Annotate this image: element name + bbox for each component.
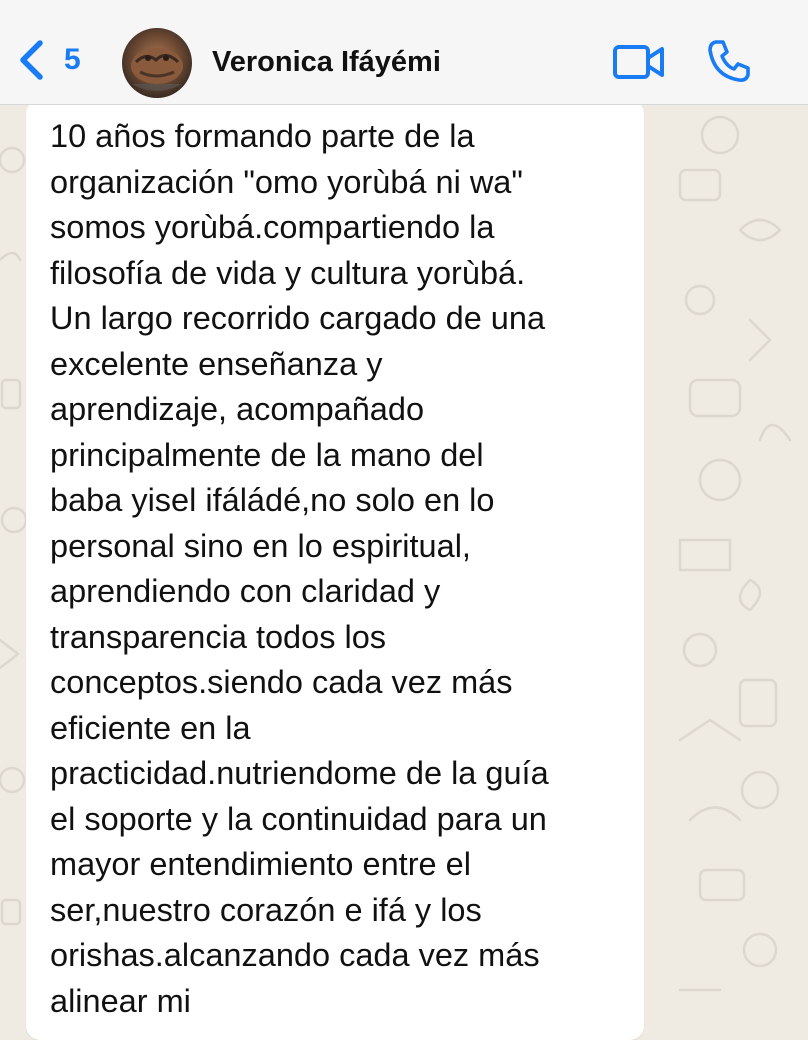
avatar[interactable] [122, 28, 192, 98]
contact-name[interactable]: Veronica Ifáyémi [212, 46, 441, 78]
message-bubble[interactable] [26, 100, 644, 1040]
voice-call-button[interactable] [706, 38, 752, 84]
chat-header [0, 0, 808, 105]
message-text: 10 años formando parte de la organización "omo yorùbá ni wa" somos yorùbá.compartiendo la filosofía de vida y cultura yorùbá. Un largo recorrido cargado de una excelente enseñanza y aprendizaje, acompañado principalmente de la mano del baba yisel ifáládé,no solo en lo personal sino en lo espiritual, aprendiendo con claridad y transparencia todos los conceptos.siendo cada vez más eficiente en la practicidad.nutriendome de la guía el soporte y la continuidad para un mayor entendimiento entre el ser,nuestro corazón e ifá y los orishas.alcanzando cada vez más alinear mi [50, 118, 549, 1019]
back-button[interactable] [18, 34, 81, 86]
chevron-left-icon [18, 39, 44, 81]
video-call-button[interactable] [612, 42, 666, 82]
phone-icon [706, 71, 752, 88]
unread-count: 5 [64, 43, 81, 76]
video-camera-icon [612, 69, 666, 86]
